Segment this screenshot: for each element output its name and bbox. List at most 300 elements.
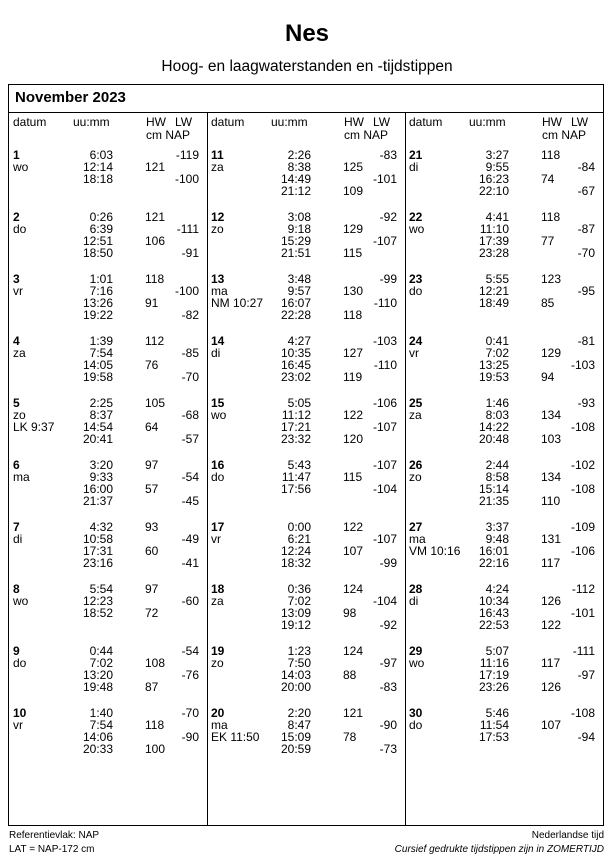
high-water-value: 126	[541, 594, 562, 608]
low-water-value: -109	[570, 520, 595, 534]
high-water-value: 118	[541, 210, 561, 224]
header-time: uu:mm	[469, 115, 506, 129]
low-water-value: -99	[379, 556, 397, 570]
high-water-value: 120	[343, 432, 364, 446]
tide-time: 6:39	[89, 222, 113, 236]
tide-time: 9:57	[287, 284, 311, 298]
low-water-value: -111	[176, 222, 199, 236]
day-entry	[207, 583, 405, 645]
tide-time: 13:09	[280, 606, 311, 620]
day-entry	[9, 397, 207, 459]
high-water-value: 107	[541, 718, 562, 732]
high-water-value: 110	[541, 494, 561, 508]
day-number: 18	[211, 582, 225, 596]
low-water-value: -107	[372, 234, 397, 248]
high-water-value: 129	[541, 346, 562, 360]
tide-time: 19:48	[82, 680, 113, 694]
tide-time: 5:55	[485, 272, 509, 286]
moon-phase: LK 9:37	[13, 420, 55, 434]
high-water-value: 119	[343, 370, 363, 384]
low-water-value: -85	[181, 346, 199, 360]
tide-time: 15:09	[280, 730, 311, 744]
high-water-value: 94	[541, 370, 555, 384]
day-name: wo	[211, 408, 227, 422]
tide-time: 5:07	[485, 644, 509, 658]
day-entry	[9, 273, 207, 335]
low-water-value: -108	[570, 482, 595, 496]
day-number: 13	[211, 272, 225, 286]
tide-time: 17:21	[280, 420, 311, 434]
low-water-value: -68	[181, 408, 199, 422]
high-water-value: 122	[541, 618, 562, 632]
tide-time: 21:37	[82, 494, 113, 508]
day-name: zo	[211, 656, 224, 670]
low-water-value: -57	[181, 432, 199, 446]
day-number: 5	[13, 396, 20, 410]
tide-time: 16:07	[280, 296, 311, 310]
tide-time: 7:02	[287, 594, 311, 608]
low-water-value: -94	[577, 730, 595, 744]
day-entry	[9, 211, 207, 273]
tide-time: 3:48	[287, 272, 311, 286]
high-water-value: 107	[343, 544, 364, 558]
day-number: 7	[13, 520, 20, 534]
high-water-value: 78	[343, 730, 357, 744]
tide-time: 14:49	[280, 172, 311, 186]
day-name: za	[13, 346, 26, 360]
day-number: 25	[409, 396, 423, 410]
high-water-value: 85	[541, 296, 555, 310]
tide-time: 3:20	[89, 458, 113, 472]
tide-time: 3:37	[485, 520, 509, 534]
day-number: 3	[13, 272, 20, 286]
tide-time: 0:26	[89, 210, 113, 224]
day-name: ma	[409, 532, 426, 546]
high-water-value: 117	[541, 556, 561, 570]
day-number: 12	[211, 210, 225, 224]
tide-time: 1:39	[89, 334, 113, 348]
low-water-value: -45	[181, 494, 199, 508]
tide-time: 2:26	[287, 148, 311, 162]
tide-time: 4:41	[485, 210, 509, 224]
day-name: do	[409, 718, 423, 732]
day-number: 28	[409, 582, 423, 596]
tide-time: 23:26	[478, 680, 509, 694]
day-entry	[9, 521, 207, 583]
low-water-value: -108	[570, 706, 595, 720]
tide-time: 16:43	[478, 606, 509, 620]
high-water-value: 125	[343, 160, 364, 174]
day-name: do	[13, 656, 27, 670]
low-water-value: -92	[379, 618, 397, 632]
tide-time: 16:45	[280, 358, 311, 372]
day-number: 27	[409, 520, 423, 534]
day-name: za	[409, 408, 422, 422]
day-number: 14	[211, 334, 225, 348]
header-datum: datum	[211, 115, 245, 129]
day-name: do	[211, 470, 225, 484]
high-water-value: 60	[145, 544, 159, 558]
high-water-value: 118	[145, 272, 165, 286]
low-water-value: -110	[373, 296, 397, 310]
low-water-value: -107	[372, 458, 397, 472]
low-water-value: -106	[372, 396, 397, 410]
tide-time: 0:36	[287, 582, 311, 596]
high-water-value: 74	[541, 172, 555, 186]
day-name: wo	[409, 656, 425, 670]
day-entry	[9, 707, 207, 769]
day-number: 9	[13, 644, 20, 658]
low-water-value: -70	[181, 370, 199, 384]
tide-time: 2:20	[287, 706, 311, 720]
high-water-value: 130	[343, 284, 364, 298]
tide-time: 8:03	[485, 408, 509, 422]
day-entry	[405, 211, 603, 273]
high-water-value: 93	[145, 520, 159, 534]
tide-time: 3:27	[485, 148, 509, 162]
day-name: zo	[211, 222, 224, 236]
header-unit: cm NAP	[542, 128, 587, 142]
high-water-value: 134	[541, 408, 562, 422]
low-water-value: -81	[577, 334, 595, 348]
day-number: 17	[211, 520, 225, 534]
day-name: vr	[211, 532, 221, 546]
high-water-value: 112	[145, 334, 165, 348]
low-water-value: -83	[379, 148, 397, 162]
high-water-value: 72	[145, 606, 159, 620]
tide-time: 0:41	[485, 334, 509, 348]
day-number: 2	[13, 210, 20, 224]
high-water-value: 117	[541, 656, 561, 670]
day-entry	[405, 397, 603, 459]
day-entry	[9, 459, 207, 521]
tide-time: 22:10	[478, 184, 509, 198]
low-water-value: -102	[570, 458, 595, 472]
tide-time: 14:22	[478, 420, 509, 434]
day-name: do	[409, 284, 423, 298]
tide-time: 1:46	[485, 396, 509, 410]
day-name: za	[211, 594, 224, 608]
low-water-value: -106	[570, 544, 595, 558]
low-water-value: -90	[379, 718, 397, 732]
low-water-value: -84	[577, 160, 595, 174]
low-water-value: -97	[379, 656, 397, 670]
header-hw: HW	[146, 115, 166, 129]
summertime-note: Cursief gedrukte tijdstippen zijn in ZOMERTIJD	[394, 844, 604, 855]
day-entry	[207, 707, 405, 769]
day-entry	[405, 149, 603, 211]
low-water-value: -70	[577, 246, 595, 260]
low-water-value: -70	[181, 706, 199, 720]
day-name: vr	[13, 284, 23, 298]
low-water-value: -87	[577, 222, 595, 236]
tide-time: 1:01	[89, 272, 113, 286]
header-time: uu:mm	[73, 115, 110, 129]
day-entry	[9, 335, 207, 397]
high-water-value: 100	[145, 742, 166, 756]
tide-time: 2:25	[89, 396, 113, 410]
tide-time: 6:21	[287, 532, 311, 546]
tide-time: 10:34	[478, 594, 509, 608]
day-entry	[405, 707, 603, 769]
tide-time: 2:44	[485, 458, 509, 472]
high-water-value: 77	[541, 234, 555, 248]
high-water-value: 91	[145, 296, 159, 310]
tide-time: 18:50	[82, 246, 113, 260]
day-entry	[207, 211, 405, 273]
high-water-value: 121	[343, 706, 364, 720]
moon-phase: VM 10:16	[409, 544, 461, 558]
tide-time: 9:48	[485, 532, 509, 546]
tide-time: 3:08	[287, 210, 311, 224]
low-water-value: -83	[379, 680, 397, 694]
tide-time: 5:43	[287, 458, 311, 472]
tide-time: 5:54	[89, 582, 113, 596]
high-water-value: 103	[541, 432, 562, 446]
page-subtitle: Hoog- en laagwaterstanden en -tijdstippen	[161, 58, 453, 75]
tide-time: 13:25	[478, 358, 509, 372]
tide-time: 14:05	[82, 358, 113, 372]
tide-time: 8:47	[287, 718, 311, 732]
header-datum: datum	[409, 115, 443, 129]
day-entry	[405, 459, 603, 521]
tide-time: 17:56	[280, 482, 311, 496]
tide-time: 22:28	[280, 308, 311, 322]
high-water-value: 108	[145, 656, 166, 670]
low-water-value: -99	[379, 272, 397, 286]
tide-time: 9:55	[485, 160, 509, 174]
table-column-2	[207, 112, 405, 825]
low-water-value: -108	[570, 420, 595, 434]
header-datum: datum	[13, 115, 47, 129]
table-column-3	[405, 112, 603, 825]
tide-time: 17:31	[82, 544, 113, 558]
day-entry	[405, 583, 603, 645]
high-water-value: 124	[343, 582, 364, 596]
tide-time: 19:58	[82, 370, 113, 384]
tide-time: 15:29	[280, 234, 311, 248]
day-entry	[405, 273, 603, 335]
tide-time: 17:39	[478, 234, 509, 248]
day-entry	[207, 521, 405, 583]
day-name: wo	[409, 222, 425, 236]
tide-time: 21:51	[280, 246, 311, 260]
day-number: 29	[409, 644, 423, 658]
tide-time: 19:12	[280, 618, 311, 632]
moon-phase: NM 10:27	[211, 296, 264, 310]
day-number: 16	[211, 458, 225, 472]
tide-time: 18:32	[280, 556, 311, 570]
tide-time: 21:35	[478, 494, 509, 508]
low-water-value: -91	[181, 246, 199, 260]
day-number: 30	[409, 706, 423, 720]
tide-time: 6:03	[89, 148, 113, 162]
tide-time: 14:03	[280, 668, 311, 682]
header-unit: cm NAP	[344, 128, 389, 142]
low-water-value: -107	[372, 532, 397, 546]
reference-note: Referentievlak: NAP	[9, 830, 100, 841]
tide-time: 13:20	[82, 668, 113, 682]
day-number: 10	[13, 706, 27, 720]
low-water-value: -76	[181, 668, 199, 682]
low-water-value: -95	[577, 284, 595, 298]
tide-time: 17:19	[478, 668, 509, 682]
tide-time: 10:35	[280, 346, 311, 360]
tide-time: 20:00	[280, 680, 311, 694]
low-water-value: -112	[571, 582, 595, 596]
tide-table	[8, 84, 604, 826]
high-water-value: 134	[541, 470, 562, 484]
tide-time: 7:02	[89, 656, 113, 670]
low-water-value: -119	[175, 148, 199, 162]
day-name: di	[409, 594, 419, 608]
day-name: wo	[13, 160, 29, 174]
day-name: vr	[409, 346, 419, 360]
high-water-value: 64	[145, 420, 159, 434]
day-name: za	[211, 160, 224, 174]
high-water-value: 127	[343, 346, 364, 360]
day-entry	[207, 335, 405, 397]
day-entry	[207, 397, 405, 459]
header-unit: cm NAP	[146, 128, 191, 142]
table-column-1	[9, 112, 207, 825]
day-entry	[207, 149, 405, 211]
lat-note: LAT = NAP-172 cm	[9, 844, 95, 855]
high-water-value: 115	[343, 470, 363, 484]
tide-time: 8:38	[287, 160, 311, 174]
day-name: do	[13, 222, 27, 236]
high-water-value: 122	[343, 408, 364, 422]
tide-time: 18:49	[478, 296, 509, 310]
tide-time: 11:47	[281, 470, 311, 484]
high-water-value: 123	[541, 272, 562, 286]
high-water-value: 97	[145, 582, 159, 596]
low-water-value: -103	[570, 358, 595, 372]
timezone-note: Nederlandse tijd	[531, 830, 604, 841]
tide-time: 5:46	[485, 706, 509, 720]
high-water-value: 126	[541, 680, 562, 694]
day-entry	[405, 521, 603, 583]
tide-time: 18:52	[82, 606, 113, 620]
tide-time: 16:23	[478, 172, 509, 186]
high-water-value: 124	[343, 644, 364, 658]
tide-time: 9:33	[89, 470, 113, 484]
low-water-value: -90	[181, 730, 199, 744]
low-water-value: -54	[181, 644, 199, 658]
moon-phase: EK 11:50	[211, 730, 260, 744]
tide-time: 17:53	[478, 730, 509, 744]
day-entry	[207, 645, 405, 707]
tide-time: 23:02	[280, 370, 311, 384]
high-water-value: 57	[145, 482, 159, 496]
low-water-value: -93	[577, 396, 595, 410]
low-water-value: -100	[174, 172, 199, 186]
high-water-value: 88	[343, 668, 357, 682]
tide-time: 23:16	[82, 556, 113, 570]
tide-time: 7:50	[287, 656, 311, 670]
day-name: wo	[13, 594, 29, 608]
tide-time: 20:59	[280, 742, 311, 756]
day-number: 8	[13, 582, 20, 596]
low-water-value: -97	[577, 668, 595, 682]
day-number: 26	[409, 458, 423, 472]
high-water-value: 98	[343, 606, 357, 620]
tide-time: 10:58	[82, 532, 113, 546]
tide-time: 0:00	[287, 520, 311, 534]
high-water-value: 129	[343, 222, 364, 236]
low-water-value: -107	[372, 420, 397, 434]
tide-time: 12:14	[82, 160, 113, 174]
tide-time: 8:37	[89, 408, 113, 422]
tide-time: 4:24	[485, 582, 509, 596]
tide-time: 12:23	[82, 594, 113, 608]
low-water-value: -41	[181, 556, 199, 570]
tide-time: 4:32	[89, 520, 113, 534]
tide-time: 5:05	[287, 396, 311, 410]
tide-time: 20:48	[478, 432, 509, 446]
day-entry	[9, 583, 207, 645]
tide-time: 22:16	[478, 556, 509, 570]
day-entry	[207, 459, 405, 521]
tide-time: 7:54	[89, 718, 113, 732]
low-water-value: -111	[572, 644, 595, 658]
high-water-value: 118	[145, 718, 165, 732]
high-water-value: 76	[145, 358, 159, 372]
tide-time: 16:00	[82, 482, 113, 496]
tide-time: 19:53	[478, 370, 509, 384]
low-water-value: -92	[379, 210, 397, 224]
header-hw: HW	[542, 115, 562, 129]
low-water-value: -104	[372, 482, 397, 496]
low-water-value: -100	[174, 284, 199, 298]
header-lw: LW	[175, 115, 193, 129]
day-number: 22	[409, 210, 423, 224]
month-heading: November 2023	[15, 89, 126, 106]
tide-time: 14:06	[82, 730, 113, 744]
tide-time: 20:41	[82, 432, 113, 446]
day-name: ma	[211, 284, 228, 298]
low-water-value: -54	[181, 470, 199, 484]
tide-time: 7:16	[89, 284, 113, 298]
low-water-value: -67	[577, 184, 595, 198]
high-water-value: 131	[541, 532, 562, 546]
tide-time: 21:12	[280, 184, 311, 198]
tide-time: 23:32	[280, 432, 311, 446]
tide-time: 11:10	[479, 222, 509, 236]
high-water-value: 118	[541, 148, 561, 162]
low-water-value: -104	[372, 594, 397, 608]
tide-time: 1:23	[287, 644, 311, 658]
high-water-value: 105	[145, 396, 166, 410]
header-lw: LW	[373, 115, 391, 129]
tide-time: 8:58	[485, 470, 509, 484]
day-number: 4	[13, 334, 20, 348]
day-entry	[9, 645, 207, 707]
day-number: 21	[409, 148, 423, 162]
tide-time: 23:28	[478, 246, 509, 260]
day-name: vr	[13, 718, 23, 732]
high-water-value: 115	[343, 246, 363, 260]
tide-time: 1:40	[89, 706, 113, 720]
high-water-value: 121	[145, 210, 166, 224]
tide-time: 16:01	[478, 544, 509, 558]
day-number: 1	[13, 148, 20, 162]
day-number: 15	[211, 396, 225, 410]
tide-time: 12:24	[280, 544, 311, 558]
low-water-value: -60	[181, 594, 199, 608]
tide-time: 13:26	[82, 296, 113, 310]
low-water-value: -101	[372, 172, 397, 186]
